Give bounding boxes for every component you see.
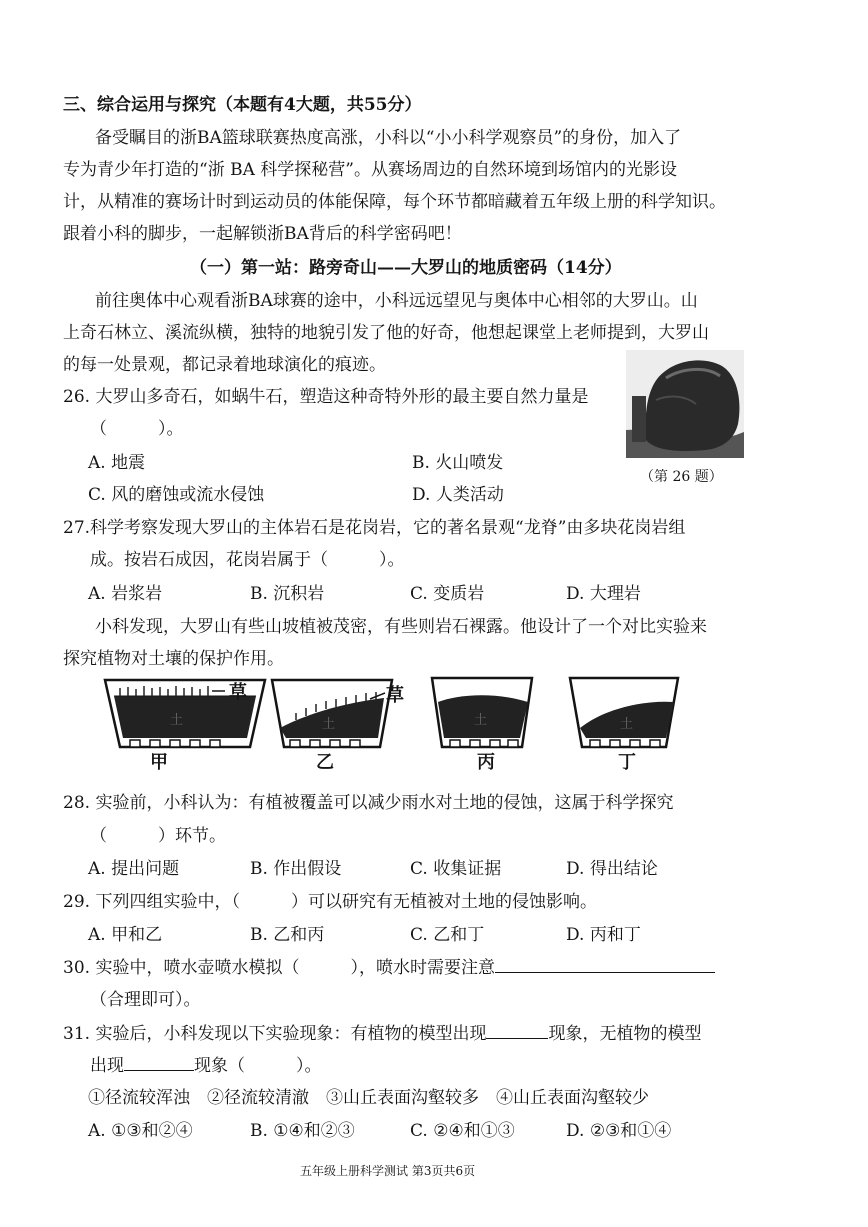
experiment-intro-line: 探究植物对土壤的保护作用。 [63,649,284,669]
q26-option-c: C. 风的磨蚀或流水侵蚀 [88,485,265,505]
q31-stem-line2-b: 现象（ ）。 [194,1056,322,1076]
q28-option-c: C. 收集证据 [410,859,502,879]
q26-option-d: D. 人类活动 [412,485,504,505]
q31-stem [63,1022,701,1045]
q31-stem-b: 现象，无植物的模型 [548,1024,702,1044]
q26-figure-caption: （第 26 题） [640,469,723,485]
section-intro-line: 备受瞩目的浙BA篮球联赛热度高涨，小科以“小小科学观察员”的身份，加入了 [95,128,682,148]
q30-stem-text: 30. 实验中，喷水壶喷水模拟（ ），喷水时需要注意 [63,958,495,978]
q29-stem: 29. 下列四组实验中，（ ）可以研究有无植被对土地的侵蚀影响。 [63,892,597,912]
q31-option-c: C. ②④和①③ [410,1121,515,1141]
snail-rock-photo [626,350,744,458]
pot-yi [272,680,392,747]
q26-option-b: B. 火山喷发 [412,453,504,473]
pot-yi-grass-label: 草 [386,685,404,706]
pot-label-jia: 甲 [150,752,168,773]
pot-bing [432,678,532,747]
q31-answer-blank-1[interactable] [486,1022,548,1039]
part1-heading: （一）第一站：路旁奇山——大罗山的地质密码（14分） [190,258,622,278]
experiment-pots-figure [100,672,760,762]
section-intro-line: 跟着小科的脚步，一起解锁浙BA背后的科学密码吧！ [63,224,462,244]
q29-option-a: A. 甲和乙 [88,925,163,945]
q30-answer-blank[interactable] [495,956,715,973]
pot-label-bing: 丙 [477,752,495,773]
part1-intro-line: 前往奥体中心观看浙BA球赛的途中，小科远远望见与奥体中心相邻的大罗山。山 [95,291,698,311]
q31-stem-a: 31. 实验后，小科发现以下实验现象：有植物的模型出现 [63,1024,487,1044]
q31-phenomena: ①径流较浑浊 ②径流较清澈 ③山丘表面沟壑较多 ④山丘表面沟壑较少 [88,1088,649,1108]
q28-stem-line2: （ ）环节。 [90,826,226,846]
q31-stem-line2-a: 出现 [90,1056,124,1076]
q26-option-a: A. 地震 [88,453,146,473]
q26-answer-paren: （ ）。 [90,419,184,439]
q28-option-a: A. 提出问题 [88,859,180,879]
q26-stem: 26. 大罗山多奇石，如蜗牛石，塑造这种奇特外形的最主要自然力量是 [63,387,589,407]
q29-option-c: C. 乙和丁 [410,925,485,945]
pot-label-yi: 乙 [316,752,334,773]
q31-option-a: A. ①③和②④ [88,1121,193,1141]
section-intro-line: 计，从精准的赛场计时到运动员的体能保障，每个环节都暗藏着五年级上册的科学知识。 [63,192,726,212]
pot-label-ding: 丁 [618,752,636,773]
q30-stem-line2: （合理即可）。 [90,990,201,1010]
q27-option-d: D. 大理岩 [566,584,641,604]
section-intro-line: 专为青少年打造的“浙 BA 科学探秘营”。从赛场周边的自然环境到场馆内的光影设 [63,160,677,180]
q27-option-b: B. 沉积岩 [250,584,325,604]
q27-stem-line2: 成。按岩石成因，花岗岩属于（ ）。 [90,550,405,570]
pot-yi-soil-label: 土 [322,717,336,732]
q31-option-d: D. ②③和①④ [566,1121,672,1141]
q28-stem: 28. 实验前，小科认为：有植被覆盖可以减少雨水对土地的侵蚀，这属于科学探究 [63,793,674,813]
page-footer: 五年级上册科学测试 第3页共6页 [300,1164,476,1178]
q30-stem [63,956,715,979]
part1-intro-line: 的每一处景观，都记录着地球演化的痕迹。 [63,355,386,375]
q31-answer-blank-2[interactable] [124,1054,194,1071]
q31-stem-line2 [90,1054,322,1077]
q27-stem: 27.科学考察发现大罗山的主体岩石是花岗岩，它的著名景观“龙脊”由多块花岗岩组 [63,518,686,538]
q27-option-a: A. 岩浆岩 [88,584,163,604]
pot-jia-grass-label: 草 [229,682,247,703]
q31-option-b: B. ①④和②③ [250,1121,355,1141]
pot-ding-soil-label: 土 [620,717,634,732]
q28-option-b: B. 作出假设 [250,859,342,879]
experiment-intro-line: 小科发现，大罗山有些山坡植被茂密，有些则岩石裸露。他设计了一个对比实验来 [95,617,707,637]
part1-intro-line: 上奇石林立、溪流纵横，独特的地貌引发了他的好奇，他想起课堂上老师提到，大罗山 [63,323,709,343]
q29-option-d: D. 丙和丁 [566,925,641,945]
pot-bing-soil-label: 土 [474,713,488,728]
pot-ding [570,678,678,747]
q28-option-d: D. 得出结论 [566,859,658,879]
q27-option-c: C. 变质岩 [410,584,485,604]
pot-jia-soil-label: 土 [170,713,184,728]
q29-option-b: B. 乙和丙 [250,925,325,945]
section-title: 三、综合运用与探究（本题有4大题，共55分） [63,95,422,115]
